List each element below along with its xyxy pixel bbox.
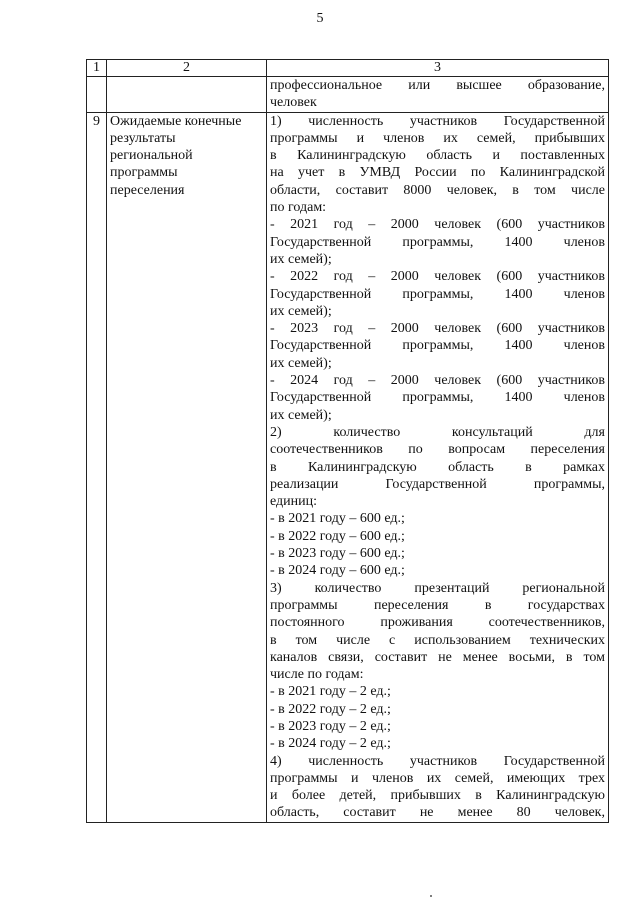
text-line: программы и членов их семей, имеющих трех xyxy=(270,770,605,786)
label-line: переселения xyxy=(110,182,185,198)
year-line: Государственной программы, 1400 членов xyxy=(270,286,605,302)
row-content-cell xyxy=(267,112,609,822)
year-line: - в 2023 году – 600 ед.; xyxy=(270,546,405,562)
text-line: 2) количество консультаций для xyxy=(270,424,605,440)
year-line: - в 2024 году – 600 ед.; xyxy=(270,563,405,579)
text-line: по годам: xyxy=(270,200,327,216)
text-line: числе по годам: xyxy=(270,667,364,683)
row-number: 9 xyxy=(87,112,107,822)
text-line: на учет в УМВД России по Калининградской xyxy=(270,165,605,181)
page-number: 5 xyxy=(316,11,324,26)
text-line: области, составит 8000 человек, в том числе xyxy=(270,182,605,198)
text-line: в Калининградскую область и поставленных xyxy=(270,148,605,164)
year-line: - в 2021 году – 600 ед.; xyxy=(270,511,405,527)
label-line: результаты xyxy=(110,130,176,146)
year-line: - 2022 год – 2000 человек (600 участников xyxy=(270,269,605,285)
text-line: программы переселения в государствах xyxy=(270,597,605,613)
row-label-cell xyxy=(107,112,267,822)
year-line: Государственной программы, 1400 членов xyxy=(270,234,605,250)
year-line: - 2023 год – 2000 человек (600 участников xyxy=(270,321,605,337)
continuation-num-cell xyxy=(87,77,107,113)
text-line: и более детей, прибывших в Калининградскую xyxy=(270,788,605,804)
program-table xyxy=(86,59,609,823)
header-cell-3: 3 xyxy=(267,60,609,77)
year-line: их семей); xyxy=(270,355,332,371)
text-line: 1) численность участников Государственной xyxy=(270,113,605,129)
text-line: соотечественников по вопросам переселения xyxy=(270,442,605,458)
text-line: программы и членов их семей, прибывших xyxy=(270,130,605,146)
table-row-9 xyxy=(87,112,609,822)
text-line: человек xyxy=(270,95,317,111)
text-line: постоянного проживания соотечественников, xyxy=(270,615,605,631)
text-line: 4) численность участников Государственной xyxy=(270,753,605,769)
year-line: - в 2022 году – 600 ед.; xyxy=(270,528,405,544)
label-line: Ожидаемые конечные xyxy=(110,113,242,129)
label-line: программы xyxy=(110,165,178,181)
label-line: региональной xyxy=(110,148,193,164)
year-line: Государственной программы, 1400 членов xyxy=(270,390,605,406)
text-line: область, составит не менее 80 человек, xyxy=(270,805,605,821)
year-line: - 2021 год – 2000 человек (600 участников xyxy=(270,217,605,233)
continuation-row xyxy=(87,77,609,113)
year-line: Государственной программы, 1400 членов xyxy=(270,338,605,354)
year-line: - в 2023 году – 2 ед.; xyxy=(270,718,391,734)
year-line: их семей); xyxy=(270,303,332,319)
year-line: - в 2021 году – 2 ед.; xyxy=(270,684,391,700)
year-line: их семей); xyxy=(270,407,332,423)
text-line: в том числе с использованием технических xyxy=(270,632,605,648)
text-line: в Калининградскую область в рамках xyxy=(270,459,605,475)
table-header-row xyxy=(87,60,609,77)
year-line: - в 2022 году – 2 ед.; xyxy=(270,701,391,717)
text-line: реализации Государственной программы, xyxy=(270,476,605,492)
header-cell-2: 2 xyxy=(107,60,267,77)
year-line: - 2024 год – 2000 человек (600 участников xyxy=(270,373,605,389)
continuation-text-cell xyxy=(267,77,609,113)
text-line: каналов связи, составит не менее восьми, в том xyxy=(270,649,605,665)
text-line: профессиональное или высшее образование, xyxy=(270,78,605,93)
year-line: - в 2024 году – 2 ед.; xyxy=(270,736,391,752)
scan-speck xyxy=(430,895,432,897)
text-line: 3) количество презентаций региональной xyxy=(270,580,605,596)
year-line: их семей); xyxy=(270,251,332,267)
text-line: единиц: xyxy=(270,494,318,510)
header-cell-1: 1 xyxy=(87,60,107,77)
continuation-label-cell xyxy=(107,77,267,113)
